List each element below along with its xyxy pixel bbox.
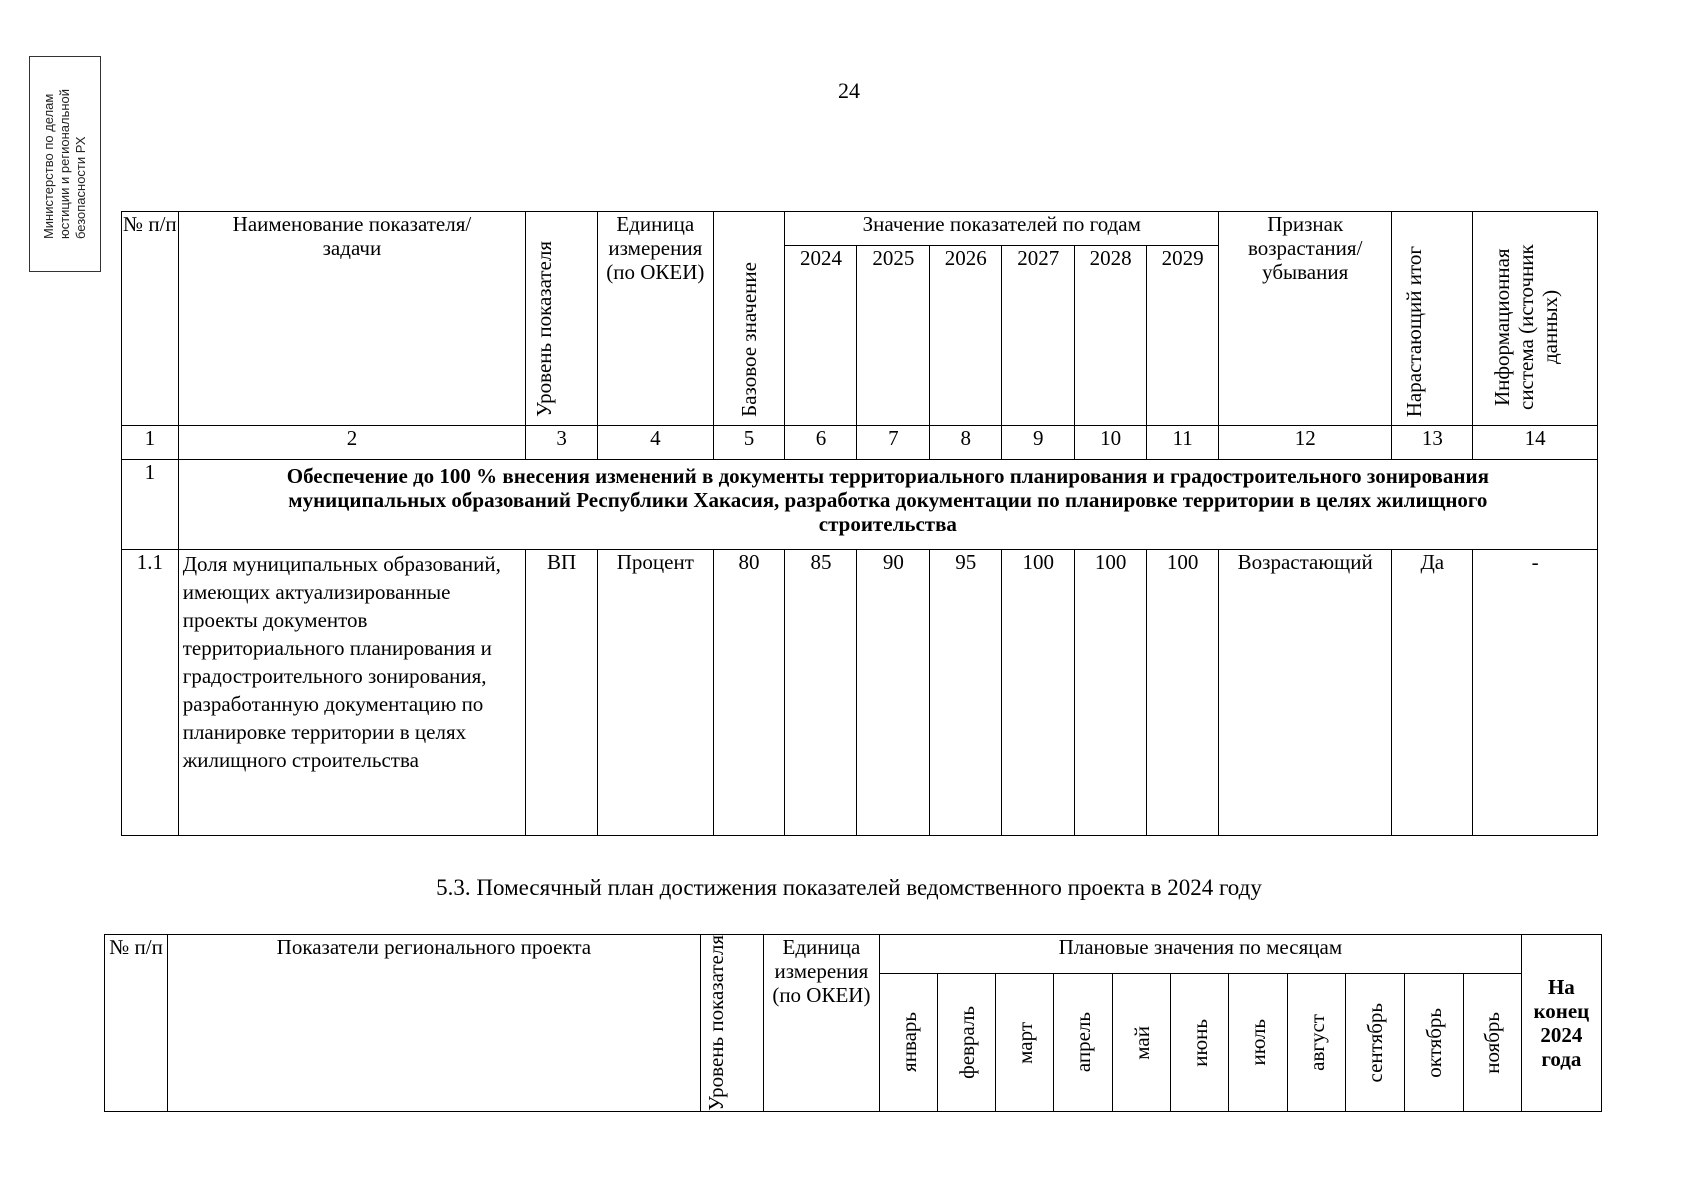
row-base: 80	[713, 550, 785, 836]
col-number: 11	[1147, 426, 1219, 460]
header-month: февраль	[954, 1006, 979, 1079]
header-year: 2024	[785, 246, 857, 426]
row-unit: Процент	[598, 550, 713, 836]
header-base: Базовое значение	[737, 262, 762, 417]
page-number: 24	[838, 78, 860, 103]
header-level: Уровень показателя	[703, 935, 728, 1111]
header-year: 2027	[1002, 246, 1075, 426]
task-text: Обеспечение до 100 % внесения изменений в документы территориального планирования и градостроительного зонирования муниципальных образований Республики Хакасия, разработка документации по планировке территории в целях жилищного строительства	[178, 460, 1597, 550]
task-num: 1	[122, 460, 179, 550]
header-info-system: Информационная система (источник данных)	[1490, 244, 1563, 410]
stamp-line: Министерство по делам	[41, 93, 56, 240]
header-year: 2029	[1147, 246, 1219, 426]
header-month: сентябрь	[1363, 1002, 1387, 1083]
header-num: № п/п	[105, 935, 168, 1112]
indicators-table	[121, 211, 1598, 836]
col-number: 10	[1075, 426, 1147, 460]
header-year: 2028	[1075, 246, 1147, 426]
col-number: 2	[178, 426, 525, 460]
col-number: 9	[1002, 426, 1075, 460]
row-cumulative: Да	[1392, 550, 1473, 836]
header-cumulative: Нарастающий итог	[1402, 245, 1427, 417]
section-caption: 5.3. Помесячный план достижения показателей ведомственного проекта в 2024 году	[436, 875, 1262, 900]
header-month: июнь	[1187, 1018, 1212, 1067]
col-number: 8	[930, 426, 1002, 460]
row-info-system: -	[1473, 550, 1598, 836]
header-year: 2026	[930, 246, 1002, 426]
header-unit: Единица измерения (по ОКЕИ)	[763, 935, 879, 1112]
col-number: 12	[1219, 426, 1392, 460]
row-level: ВП	[526, 550, 598, 836]
row-num: 1.1	[122, 550, 179, 836]
stamp-line: безопасности РХ	[73, 136, 88, 240]
header-years-group: Значение показателей по годам	[785, 212, 1219, 246]
header-month: октябрь	[1421, 1007, 1446, 1078]
header-num: № п/п	[122, 212, 179, 426]
row-value: 90	[857, 550, 930, 836]
row-value: 100	[1075, 550, 1147, 836]
col-number: 4	[598, 426, 713, 460]
header-month: май	[1129, 1025, 1154, 1060]
row-sign: Возрастающий	[1219, 550, 1392, 836]
col-number: 3	[526, 426, 598, 460]
header-end-of-year: На конец 2024 года	[1521, 935, 1601, 1112]
header-year: 2025	[857, 246, 930, 426]
header-month: август	[1304, 1014, 1329, 1071]
header-month: март	[1012, 1021, 1037, 1064]
col-number: 14	[1473, 426, 1598, 460]
col-number: 13	[1392, 426, 1473, 460]
row-value: 100	[1002, 550, 1075, 836]
stamp-line: юстиции и региональной	[57, 88, 72, 240]
header-month: ноябрь	[1480, 1011, 1505, 1074]
header-unit: Единица измерения (по ОКЕИ)	[598, 212, 713, 426]
header-sign: Признак возрастания/ убывания	[1219, 212, 1392, 426]
header-name: Наименование показателя/задачи	[178, 212, 525, 426]
header-month: июль	[1246, 1019, 1271, 1066]
row-value: 95	[930, 550, 1002, 836]
col-number: 6	[785, 426, 857, 460]
header-name: Показатели регионального проекта	[168, 935, 701, 1112]
row-value: 100	[1147, 550, 1219, 836]
header-months-group: Плановые значения по месяцам	[879, 935, 1521, 974]
header-month: январь	[896, 1012, 921, 1073]
row-name: Доля муниципальных образований, имеющих актуализированные проекты документов территориального планирования и градостроительного зонирования, разработанную документацию по планировке территории в целях жилищного строительства	[178, 550, 525, 836]
col-number: 1	[122, 426, 179, 460]
col-number: 7	[857, 426, 930, 460]
monthly-plan-table	[104, 934, 1602, 1112]
header-month: апрель	[1071, 1012, 1096, 1073]
header-level: Уровень показателя	[531, 241, 556, 417]
col-number: 5	[713, 426, 785, 460]
row-value: 85	[785, 550, 857, 836]
